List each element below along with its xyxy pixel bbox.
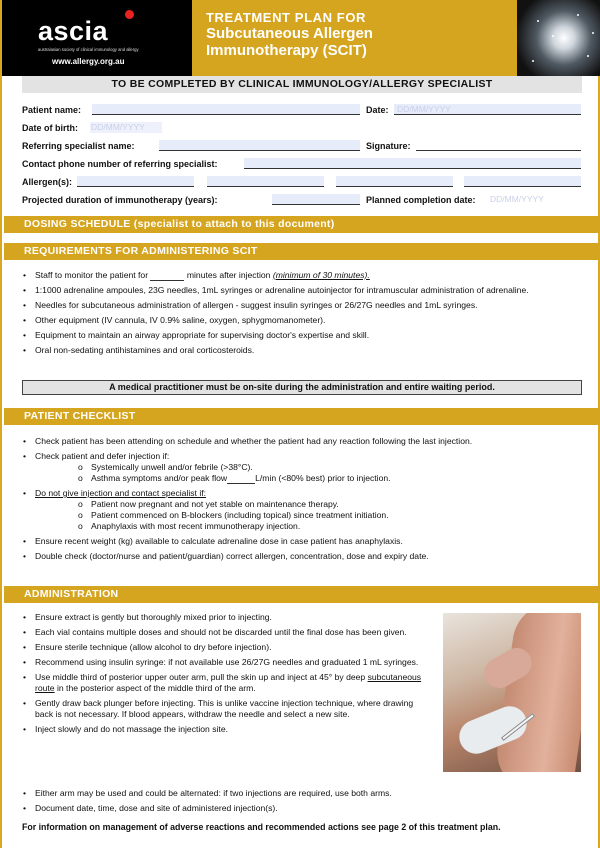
list-item: • Check patient and defer injection if: (23, 451, 170, 461)
logo-red-dot-icon (125, 10, 134, 19)
list-item: • Equipment to maintain an airway appropriate for supervising doctor's expertise and skill. (23, 330, 370, 340)
title-box (192, 0, 517, 76)
sub-item: o Asthma symptoms and/or peak flow L/min (<80% best) prior to injection. (78, 473, 391, 483)
administration-list-cont (22, 788, 582, 818)
referring-specialist-label: Referring specialist name: (22, 141, 135, 151)
title-line-2: Subcutaneous Allergen (206, 25, 373, 42)
monitor-minutes-field[interactable] (150, 272, 184, 281)
list-item: • Ensure recent weight (kg) available to calculate adrenaline dose in case patient has anaphylaxis. (23, 536, 403, 546)
dosing-schedule-heading: DOSING SCHEDULE (specialist to attach to this document) (4, 216, 600, 233)
allergen-field-1[interactable] (77, 176, 194, 187)
list-item: • Use middle third of posterior upper outer arm, pull the skin up and inject at 45° by deep subcutaneous route in the posterior aspect of the middle third of the arm. (23, 672, 422, 693)
medical-practitioner-note: A medical practitioner must be on-site during the administration and entire waiting period. (22, 380, 582, 395)
sub-item: o Anaphylaxis with most recent immunotherapy injection. (78, 521, 301, 531)
list-item: • Ensure sterile technique (allow alcohol to dry before injection). (23, 642, 272, 652)
duration-label: Projected duration of immunotherapy (years): (22, 195, 218, 205)
signature-field[interactable] (416, 140, 581, 151)
list-item: • Document date, time, dose and site of administered injection(s). (23, 803, 278, 813)
list-item: • Needles for subcutaneous administration of allergen - suggest insulin syringes or 26/27G needles and 1mL syringes. (23, 300, 478, 310)
patient-name-field[interactable] (92, 104, 360, 115)
list-item: • Gently draw back plunger before injecting. This is unlike vaccine injection technique, where drawing back is not necessary. If blood appears, withdraw the needle and select a new site. (23, 698, 414, 719)
peak-flow-field[interactable] (227, 475, 255, 484)
patient-name-label: Patient name: (22, 105, 82, 115)
list-item: • Check patient has been attending on schedule and whether the patient had any reaction following the last injection. (23, 436, 473, 446)
ascia-logo (2, 0, 192, 76)
duration-field[interactable] (272, 194, 360, 205)
completion-date-label: Planned completion date: (366, 195, 476, 205)
allergen-field-3[interactable] (336, 176, 453, 187)
list-item: • Either arm may be used and could be alternated: if two injections are required, use both arms. (23, 788, 392, 798)
dob-field[interactable] (90, 122, 162, 133)
allergen-field-4[interactable] (464, 176, 581, 187)
list-item: • Do not give injection and contact specialist if: (23, 488, 207, 498)
list-item: • Oral non-sedating antihistamines and oral corticosteroids. (23, 345, 255, 355)
contact-phone-field[interactable] (244, 158, 581, 169)
date-field[interactable] (394, 104, 581, 115)
allergen-field-2[interactable] (207, 176, 324, 187)
list-item: • Ensure extract is gently but thoroughly mixed prior to injecting. (23, 612, 272, 622)
sub-item: o Patient commenced on B-blockers (including topical) since treatment initiation. (78, 510, 389, 520)
dob-placeholder: DD/MM/YYYY (91, 122, 145, 132)
list-item: • Inject slowly and do not massage the injection site. (23, 724, 228, 734)
signature-label: Signature: (366, 141, 411, 151)
administration-list (22, 612, 432, 739)
list-item: • Recommend using insulin syringe: if not available use 26/27G needles and graduated 1 mL syringes. (23, 657, 419, 667)
list-item: • Double check (doctor/nurse and patient/guardian) correct allergen, concentration, dose and expiry date. (23, 551, 429, 561)
date-placeholder: DD/MM/YYYY (397, 104, 451, 114)
logo-subtitle: australasian society of clinical immunology and allergy (38, 47, 139, 52)
referring-specialist-field[interactable] (159, 140, 360, 151)
list-item: • Each vial contains multiple doses and should not be discarded until the final dose has been given. (23, 627, 407, 637)
requirements-list (22, 270, 582, 360)
title-line-1: TREATMENT PLAN FOR (206, 10, 367, 25)
dob-label: Date of birth: (22, 123, 78, 133)
completion-date-field[interactable] (489, 194, 581, 205)
requirements-heading: REQUIREMENTS FOR ADMINISTERING SCIT (4, 243, 600, 260)
allergens-label: Allergen(s): (22, 177, 73, 187)
header (2, 0, 600, 76)
contact-phone-label: Contact phone number of referring specialist: (22, 159, 218, 169)
patient-checklist-heading: PATIENT CHECKLIST (4, 408, 600, 425)
administration-heading: ADMINISTRATION (4, 586, 600, 603)
specialist-banner: TO BE COMPLETED BY CLINICAL IMMUNOLOGY/ALLERGY SPECIALIST (22, 76, 582, 93)
header-particle-image (517, 0, 600, 76)
injection-photo (443, 613, 581, 772)
completion-placeholder: DD/MM/YYYY (490, 194, 544, 204)
checklist-list (22, 436, 582, 566)
title-line-3: Immunotherapy (SCIT) (206, 42, 367, 59)
sub-item: o Patient now pregnant and not yet stable on maintenance therapy. (78, 499, 339, 509)
date-label: Date: (366, 105, 389, 115)
sub-item: o Systemically unwell and/or febrile (>38°C). (78, 462, 253, 472)
logo-url: www.allergy.org.au (52, 57, 125, 66)
list-item: • 1:1000 adrenaline ampoules, 23G needles, 1mL syringes or adrenaline autoinjector for intramuscular administration of adrenaline. (23, 285, 529, 295)
list-item: • Other equipment (IV cannula, IV 0.9% saline, oxygen, sphygmomanometer). (23, 315, 326, 325)
footer-note: For information on management of adverse reactions and recommended actions see page 2 of this treatment plan. (22, 822, 501, 832)
list-item: • Staff to monitor the patient for minutes after injection (minimum of 30 minutes). (23, 270, 370, 280)
logo-name: ascia (38, 16, 109, 46)
